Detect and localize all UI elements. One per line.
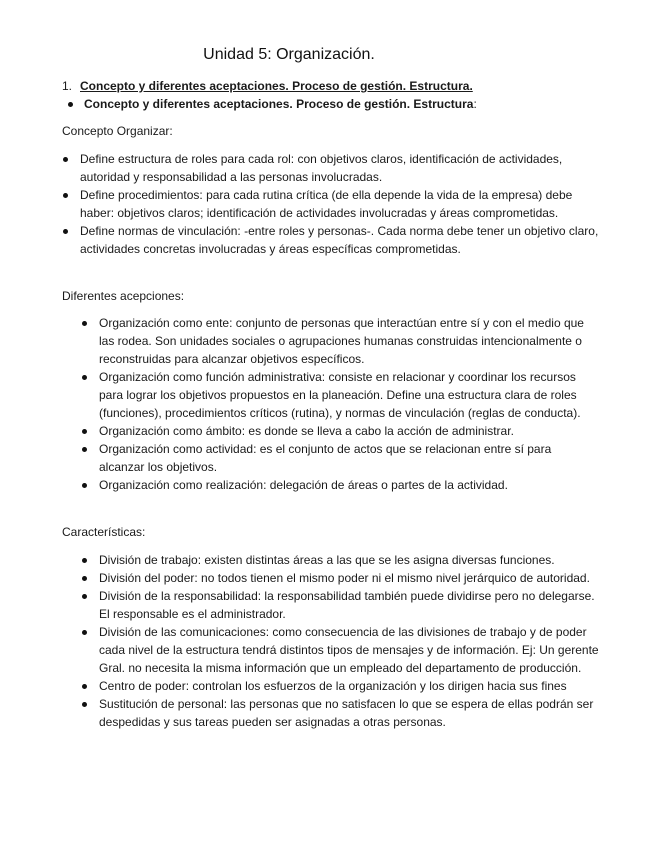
bullet-icon <box>82 483 87 488</box>
list-item <box>99 695 599 731</box>
bullet-icon <box>82 630 87 635</box>
bullet-icon <box>82 375 87 380</box>
section-heading-text: Concepto y diferentes aceptaciones. Proceso de gestión. Estructura. <box>80 79 473 93</box>
sub-bullet-trail: : <box>473 97 477 111</box>
list-item-text: Organización como realización: delegación de áreas o partes de la actividad. <box>99 478 508 492</box>
list-item <box>99 587 599 623</box>
list-item-text: Define estructura de roles para cada rol: con objetivos claros, identificación de actividades, autoridad y responsabilidad a las personas involucradas. <box>80 152 563 184</box>
page-title: Unidad 5: Organización. <box>203 46 375 63</box>
list-item <box>99 314 599 368</box>
list-item <box>99 677 599 695</box>
list-item-text: Define normas de vinculación: -entre roles y personas-. Cada norma debe tener un objetivo claro, actividades concretas involucradas y áreas específicas comprometidas. <box>80 224 599 256</box>
list-item-text: Define procedimientos: para cada rutina crítica (de ella depende la vida de la empresa) debe haber: objetivos claros; identificación de actividades involucradas y áreas comprometidas. <box>80 188 573 220</box>
list-item-text: Organización como actividad: es el conjunto de actos que se relacionan entre sí para alcanzar los objetivos. <box>99 442 552 474</box>
bullet-icon <box>82 447 87 452</box>
list-item-text: División de trabajo: existen distintas áreas a las que se les asigna diversas funciones. <box>99 553 555 567</box>
list-item-text: División de la responsabilidad: la responsabilidad también puede dividirse pero no delegarse. El responsable es el administrador. <box>99 589 595 621</box>
list-item <box>80 150 600 186</box>
list-item <box>99 551 599 569</box>
bullet-icon <box>82 576 87 581</box>
section-number: 1. <box>62 79 73 93</box>
list-item <box>99 368 599 422</box>
list-item-text: Sustitución de personal: las personas que no satisfacen lo que se espera de ellas podrán ser despedidas y sus tareas pueden ser asignadas a otras personas. <box>99 697 594 729</box>
caracteristicas-list <box>99 551 599 731</box>
caracteristicas-heading: Características: <box>62 525 146 539</box>
section-heading <box>62 77 622 95</box>
list-item <box>80 222 600 258</box>
list-item <box>80 186 600 222</box>
acepciones-list <box>99 314 599 494</box>
bullet-icon <box>82 684 87 689</box>
list-item-text: Organización como ámbito: es donde se lleva a cabo la acción de administrar. <box>99 424 514 438</box>
list-item-text: Centro de poder: controlan los esfuerzos de la organización y los dirigen hacia sus fines <box>99 679 567 693</box>
bullet-icon <box>82 558 87 563</box>
list-item-text: División del poder: no todos tienen el mismo poder ni el mismo nivel jerárquico de autoridad. <box>99 571 590 585</box>
sub-bullet-text: Concepto y diferentes aceptaciones. Proceso de gestión. Estructura <box>84 97 474 111</box>
list-item-text: División de las comunicaciones: como consecuencia de las divisiones de trabajo y de poder cada nivel de la estructura tendrá distintos tipos de mensajes y de información. Ej: Un gerente Gral. no necesita la misma información que un empleado del departamento de producción. <box>99 625 599 675</box>
bullet-icon <box>63 229 68 234</box>
bullet-icon <box>63 157 68 162</box>
list-item <box>99 440 599 476</box>
bullet-icon <box>68 102 73 107</box>
bullet-icon <box>82 594 87 599</box>
list-item <box>99 476 599 494</box>
bullet-icon <box>63 193 68 198</box>
section-sub-bullet <box>84 95 604 113</box>
bullet-icon <box>82 321 87 326</box>
list-item <box>99 623 599 677</box>
list-item-text: Organización como ente: conjunto de personas que interactúan entre sí y con el medio que las rodea. Son unidades sociales o agrupaciones humanas construidas intencionalmente o reconstruidas para alcanzar objetivos específicos. <box>99 316 584 366</box>
acepciones-heading: Diferentes acepciones: <box>62 289 185 303</box>
list-item <box>99 422 599 440</box>
bullet-icon <box>82 702 87 707</box>
list-item-text: Organización como función administrativa: consiste en relacionar y coordinar los recursos para lograr los objetivos propuestos en la planeación. Define una estructura clara de roles (funciones), procedimientos críticos (rutina), y normas de vinculación (reglas de conducta). <box>99 370 581 420</box>
concepto-list <box>80 150 600 258</box>
concepto-heading: Concepto Organizar: <box>62 124 173 138</box>
bullet-icon <box>82 429 87 434</box>
list-item <box>99 569 599 587</box>
